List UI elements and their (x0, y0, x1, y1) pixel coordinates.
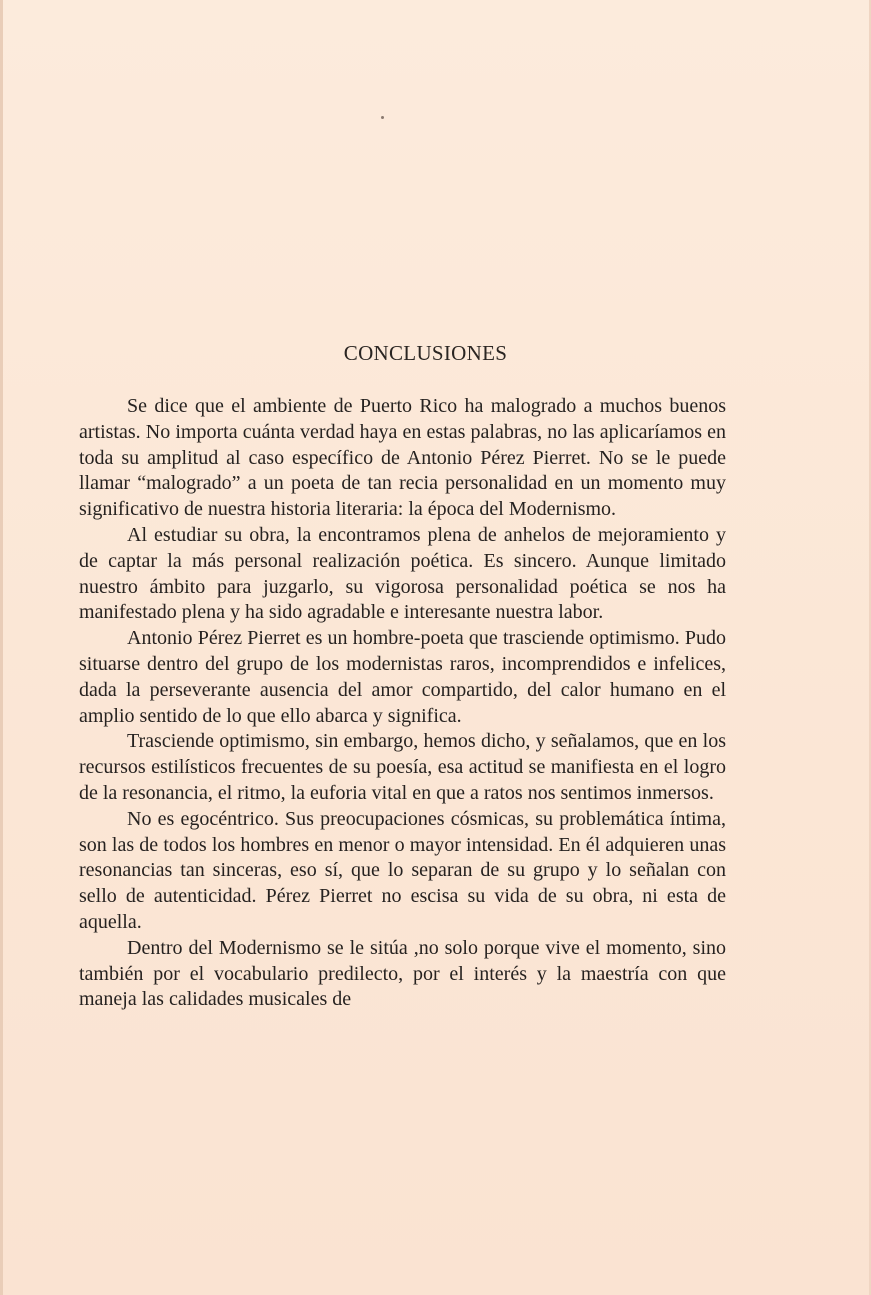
paragraph-2: Al estudiar su obra, la encontramos plena de anhelos de mejoramiento y de captar la más personal realización poética. Es sincero. Aunque limitado nuestro ámbito para juzgarlo, su vigorosa personalidad poética se nos ha manifestado plena y ha sido agradable e interesante nuestra labor. (79, 523, 726, 624)
paragraph-6: Dentro del Modernismo se le sitúa ,no solo porque vive el momento, sino también por el vocabulario predilecto, por el interés y la maestría con que maneja las calidades musicales de (79, 936, 726, 1011)
paragraph-3: Antonio Pérez Pierret es un hombre-poeta que trasciende optimismo. Pudo situarse dentro del grupo de los modernistas raros, incomprendidos e infelices, dada la perseverante ausencia del amor compartido, del calor humano en el amplio sentido de lo que ello abarca y significa. (79, 627, 726, 727)
paragraph-1: Se dice que el ambiente de Puerto Rico ha malogrado a muchos buenos artistas. No importa cuánta verdad haya en estas palabras, no las aplicaríamos en toda su amplitud al caso específico de Antonio Pérez Pierret. No se le puede llamar “malogrado” a un poeta de tan recia personalidad en un momento muy significativo de nuestra historia literaria: la época del Modernismo. (79, 395, 726, 521)
paragraph-4: Trasciende optimismo, sin embargo, hemos dicho, y señalamos, que en los recursos estilísticos frecuentes de su poesía, esa actitud se manifiesta en el logro de la resonancia, el ritmo, la euforia vital en que a ratos nos sentimos inmersos. (79, 730, 726, 804)
print-speck (381, 116, 384, 119)
body-text (79, 394, 726, 1013)
paragraph-5: No es egocéntrico. Sus preocupaciones cósmicas, su problemática íntima, son las de todos los hombres en menor o mayor intensidad. En él adquieren unas resonancias tan sinceras, eso sí, que lo separan de su grupo y lo señalan con sello de autenticidad. Pérez Pierret no escisa su vida de su obra, ni esta de aquella. (79, 807, 726, 933)
page-title: CONCLUSIONES (343, 341, 508, 365)
